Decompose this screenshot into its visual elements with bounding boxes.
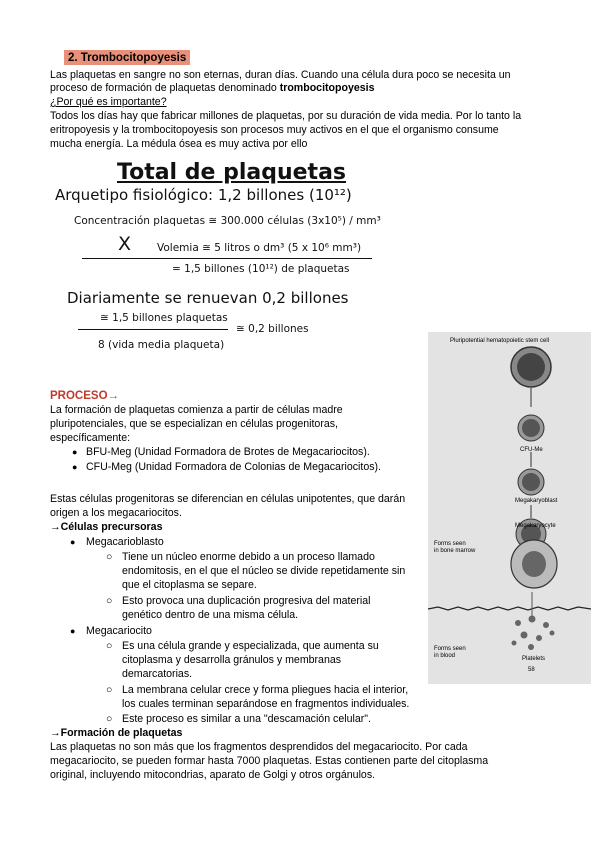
importance-question: ¿Por qué es importante? [50,96,167,108]
formation-line-3: original, incluyendo mitocondrias, aparato de Golgi y otros orgánulos. [50,769,376,781]
importance-line-1: Todos los días hay que fabricar millones de plaquetas, por su duración de vida media. Por lo tanto la [50,110,522,122]
importance-line-2: eritropoyesis y la trombocitopoyesis son procesos muy activos en el que el organismo consume [50,124,499,136]
intro-keyword: trombocitopoyesis [279,82,375,94]
process-line-2: pluripotenciales, que se especializan en células progenitoras, [50,418,338,430]
cfu-cell [518,415,544,441]
progenitor-bfu: BFU-Meg (Unidad Formadora de Brotes de Megacariocitos). [86,446,370,458]
mature-megakaryocyte [511,540,557,588]
process-title: PROCESO→ [50,390,120,402]
thrombopoiesis-figure [428,332,591,684]
formation-line-1: Las plaquetas no son más que los fragmentos desprendidos del megacariocito. Por cada [50,741,468,753]
megacariocito-sub1-line-2: citoplasma y desarrolla gránulos y membranas [122,654,342,666]
fig-label-bone-marrow-2: in bone marrow [434,548,476,554]
megacarioblasto-sub2-line-1: Esto provoca una duplicación progresiva del material [122,595,371,607]
megacarioblasto-sub2-line-2: genético dentro de una misma célula. [122,609,299,621]
fig-label-cfu: CFU-Me [520,447,543,453]
section-title: 2. Trombocitopoyesis [64,50,190,65]
notes-archetype: Arquetipo fisiológico: 1,2 billones (10¹²) [55,186,352,204]
megacarioblasto-sub1-line-2: endomitosis, en el que el núcleo se divide repetidamente sin [122,565,406,577]
bullet-dot: ● [72,462,78,472]
formation-line-2: megacariocito, se pueden formar hasta 7000 plaquetas. Estas contienen parte del citoplasma [50,755,489,767]
megakaryoblast-cell [518,469,544,495]
megacarioblasto-sub1-line-1: Tiene un núcleo enorme debido a un proceso llamado [122,551,375,563]
notes-fraction-result: ≅ 0,2 billones [236,323,309,335]
megacariocito-sub3-line-1: Este proceso es similar a una "descamación celular". [122,713,371,725]
notes-result: = 1,5 billones (10¹²) de plaquetas [172,263,350,275]
unipotent-line-2: origen a los megacariocitos. [50,507,182,519]
notes-rule [82,258,372,259]
bullet-dot: ● [70,537,76,547]
notes-concentration: Concentración plaquetas ≅ 300.000 células (3x10⁵) / mm³ [74,215,381,227]
intro-line-2-text: proceso de formación de plaquetas denominado [50,82,280,94]
fig-label-blood-2: in blood [434,653,456,659]
notes-renewal: Diariamente se renuevan 0,2 billones [67,289,349,307]
fig-label-bone-marrow-1: Forms seen [434,541,466,547]
fig-number: 58 [528,667,535,673]
process-line-3: específicamente: [50,432,131,444]
platelets-cluster [512,616,555,651]
fraction-bar [78,329,228,330]
fig-label-stem: Pluripotential hematopoietic stem cell [450,338,550,344]
bullet-dot: ● [72,447,78,457]
sub-bullet-circle: ○ [106,713,113,725]
stem-cell [511,347,551,387]
notes-numerator: ≅ 1,5 billones plaquetas [100,312,228,324]
fig-label-blood-1: Forms seen [434,646,466,652]
megacarioblasto-label: Megacarioblasto [86,536,164,548]
formation-title: →Formación de plaquetas [50,727,183,739]
megacariocito-sub2-line-2: los cuales terminan separándose en fragmentos individuales. [122,698,410,710]
notes-multiply-sign: X [118,233,132,255]
sub-bullet-circle: ○ [106,640,113,652]
progenitor-cfu: CFU-Meg (Unidad Formadora de Colonias de Megacariocitos). [86,461,381,473]
precursors-title: →Células precursoras [50,521,163,533]
marrow-blood-divider [428,607,591,610]
process-line-1: La formación de plaquetas comienza a partir de células madre [50,404,343,416]
notes-denominator: 8 (vida media plaqueta) [98,339,225,351]
notes-volemia: Volemia ≅ 5 litros o dm³ (5 x 10⁶ mm³) [157,242,362,254]
fig-label-megakaryoblast: Megakaryoblast [515,498,558,504]
notes-title: Total de plaquetas [117,160,347,185]
sub-bullet-circle: ○ [106,684,113,696]
megacariocito-sub1-line-3: demarcatorias. [122,668,193,680]
unipotent-line-1: Estas células progenitoras se diferencian en células unipotentes, que darán [50,493,406,505]
megacariocito-sub1-line-1: Es una célula grande y especializada, que aumenta su [122,640,379,652]
figure-drawing [428,332,591,684]
sub-bullet-circle: ○ [106,551,113,563]
megacariocito-label: Megacariocito [86,625,152,637]
megacariocito-sub2-line-1: La membrana celular crece y forma pliegues hacia el interior, [122,684,409,696]
intro-line-2 [50,82,374,95]
intro-line-1: Las plaquetas en sangre no son eternas, duran días. Cuando una célula dura poco se necesita un [50,69,511,81]
sub-bullet-circle: ○ [106,595,113,607]
importance-line-3: mucha energía. La médula ósea es muy activa por ello [50,138,308,150]
megacarioblasto-sub1-line-3: que el citoplasma se separe. [122,579,257,591]
bullet-dot: ● [70,626,76,636]
fig-label-megakaryocyte: Megakaryocyte [515,523,556,529]
fig-label-platelets: Platelets [522,656,546,662]
